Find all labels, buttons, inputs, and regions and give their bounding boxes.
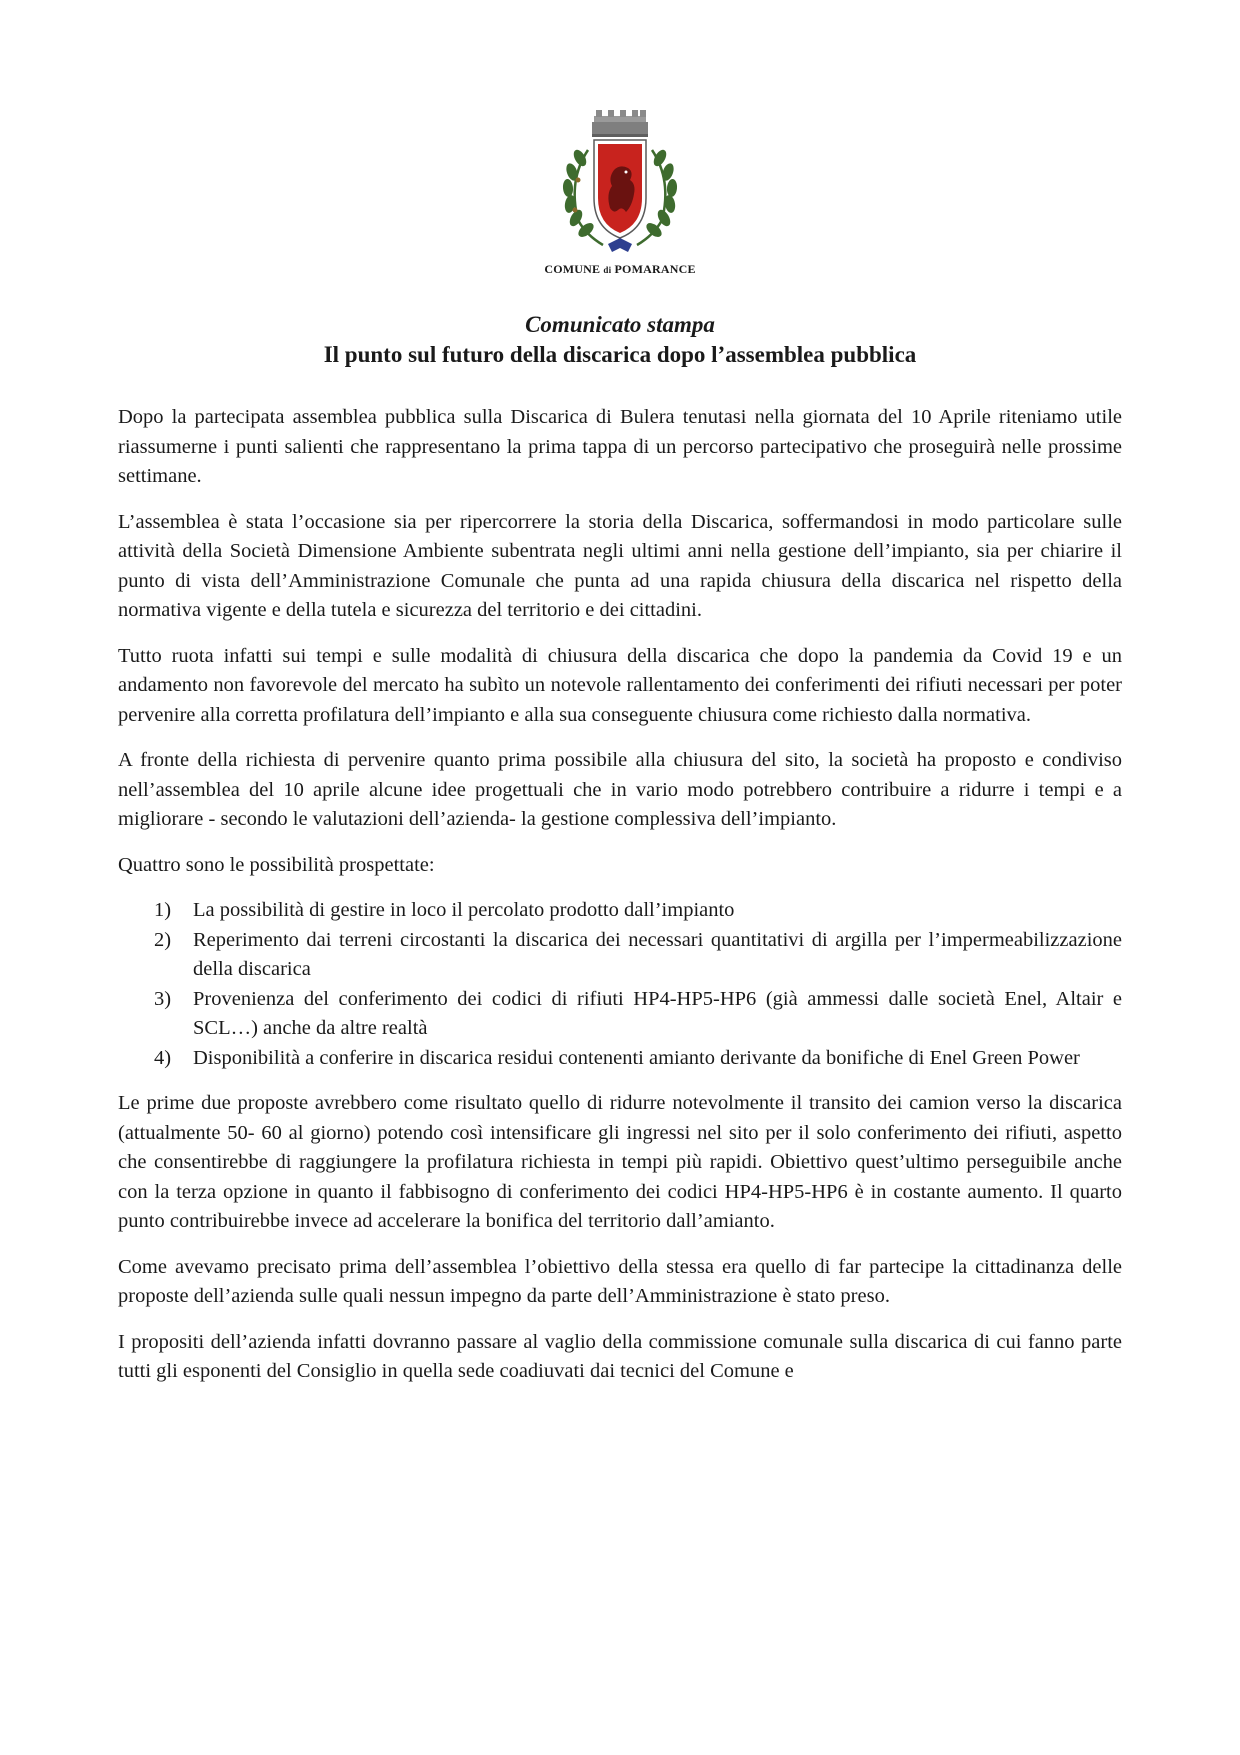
list-item-number: 1) <box>154 899 172 921</box>
list-item-text: Reperimento dai terreni circostanti la discarica dei necessari quantitativi di argilla per l’impermeabilizzazione della discarica <box>193 928 1122 980</box>
paragraph: A fronte della richiesta di pervenire quanto prima possibile alla chiusura del sito, la società ha proposto e condiviso nell’assemblea del 10 aprile alcune idee progettuali che in vario modo potrebbero contribuire a ridurre i tempi e a migliorare - secondo le valutazioni dell’azienda- la gestione complessiva dell’impianto. <box>118 749 1122 830</box>
list-item <box>118 926 1122 985</box>
ribbon-icon <box>608 238 632 252</box>
crown-icon <box>592 110 648 137</box>
comune-crest-logo <box>548 110 692 260</box>
document-header <box>110 310 1130 370</box>
document-type-label: Comunicato stampa <box>525 312 715 337</box>
paragraph: Tutto ruota infatti sui tempi e sulle modalità di chiusura della discarica che dopo la pandemia da Covid 19 e un andamento non favorevole del mercato ha subìto un notevole rallentamento dei conferimenti dei rifiuti necessari per poter pervenire alla corretta profilatura dell’impianto e alla sua conseguente chiusura come richiesto dalla normativa. <box>118 644 1122 726</box>
list-item-number: 3) <box>154 987 172 1010</box>
list-item <box>118 896 1122 926</box>
document-title: Il punto sul futuro della discarica dopo l’assemblea pubblica <box>323 342 917 367</box>
list-item <box>118 985 1122 1044</box>
list-item-text: Provenienza del conferimento dei codici di rifiuti HP4-HP5-HP6 (già ammessi dalle società Enel, Altair e SCL…) anche da altre realtà <box>193 987 1122 1039</box>
proposals-list <box>118 896 1122 1073</box>
paragraph: Come avevamo precisato prima dell’assemblea l’obiettivo della stessa era quello di far partecipe la cittadinanza delle proposte dell’azienda sulle quali nessun impegno da parte dell’Amministrazione è stato preso. <box>118 1255 1122 1307</box>
list-item-number: 2) <box>154 928 172 951</box>
document-body <box>118 403 1122 1403</box>
paragraph: I propositi dell’azienda infatti dovranno passare al vaglio della commissione comunale sulla discarica di cui fanno parte tutti gli esponenti del Consiglio in quella sede coadiuvati dai tecnici del Comune e <box>118 1330 1122 1382</box>
paragraph: L’assemblea è stata l’occasione sia per ripercorrere la storia della Discarica, soffermandosi in modo particolare sulle attività della Società Dimensione Ambiente subentrata negli ultimi anni nella gestione dell’impianto, sia per chiarire il punto di vista dell’Amministrazione Comunale che punta ad una rapida chiusura della discarica nel rispetto della normativa vigente e della tutela e sicurezza del territorio e dei cittadini. <box>118 510 1122 621</box>
shield-icon <box>594 140 646 238</box>
comune-label-preposition: di <box>603 265 612 275</box>
comune-name-label <box>520 262 720 277</box>
paragraph: Le prime due proposte avrebbero come risultato quello di ridurre notevolmente il transito dei camion verso la discarica (attualmente 50- 60 al giorno) potendo così intensificare gli ingressi nel sito per il solo conferimento dei rifiuti, aspetto che consentirebbe di raggiungere la profilatura richiesta in tempi più rapidi. Obiettivo quest’ultimo perseguibile anche con la terza opzione in quanto il fabbisogno di conferimento dei codici HP4-HP5-HP6 è in costante aumento. Il quarto punto contribuirebbe invece ad accelerare la bonifica del territorio dall’amianto. <box>118 1092 1122 1232</box>
list-item <box>118 1044 1122 1074</box>
paragraph: Quattro sono le possibilità prospettate: <box>118 853 435 876</box>
comune-label-word-2: POMARANCE <box>614 262 696 276</box>
list-item-text: La possibilità di gestire in loco il percolato prodotto dall’impianto <box>193 899 735 921</box>
paragraph: Dopo la partecipata assemblea pubblica sulla Discarica di Bulera tenutasi nella giornata del 10 Aprile riteniamo utile riassumerne i punti salienti che rappresentano la prima tappa di un percorso partecipativo che proseguirà nelle prossime settimane. <box>118 406 1122 487</box>
comune-label-word-1: COMUNE <box>544 262 601 276</box>
list-item-text: Disponibilità a conferire in discarica residui contenenti amianto derivante da bonifiche di Enel Green Power <box>193 1046 1080 1069</box>
list-item-number: 4) <box>154 1046 172 1069</box>
